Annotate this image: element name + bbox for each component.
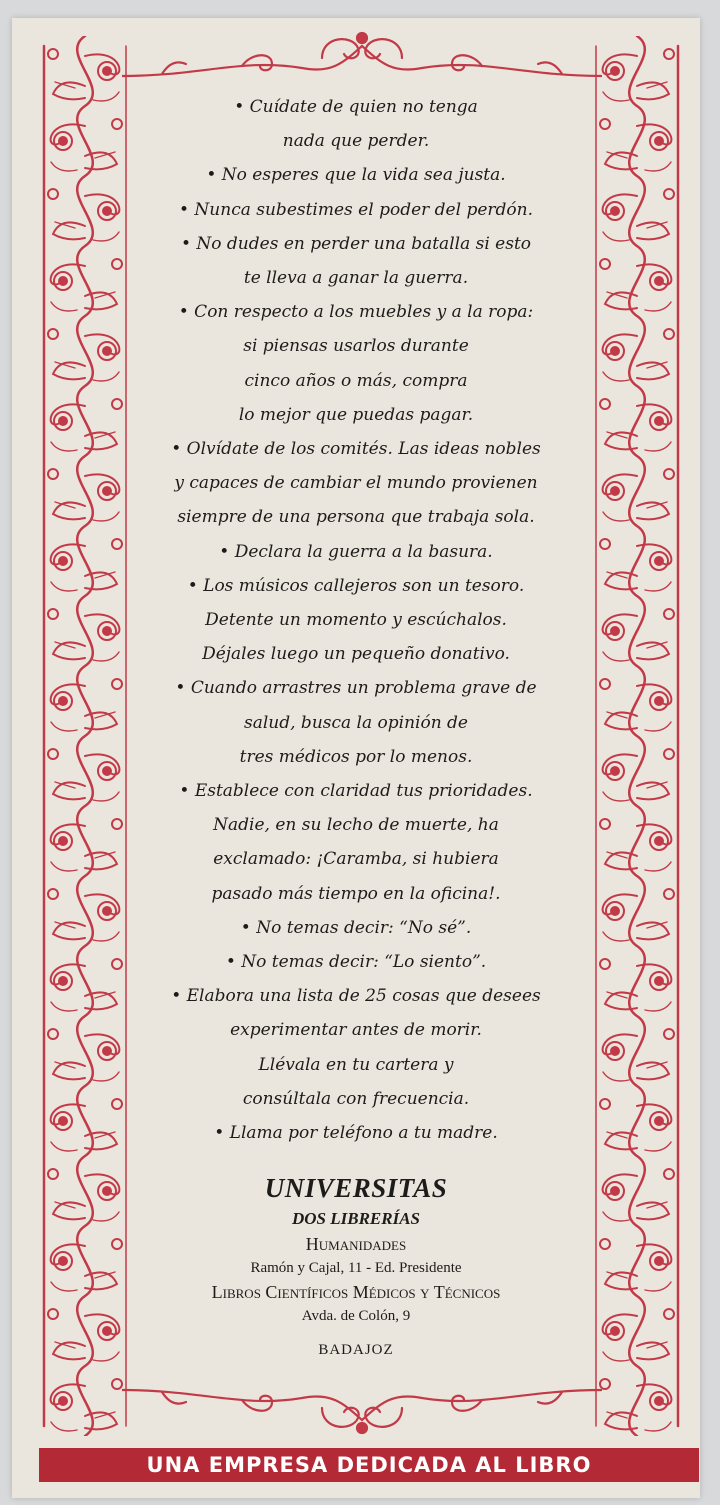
- maxim-line: • Declara la guerra a la basura.: [219, 541, 493, 562]
- maxim-item: [152, 90, 560, 158]
- branch-science-address: Avda. de Colón, 9: [301, 1308, 411, 1324]
- maxim-item: [152, 774, 560, 911]
- maxim-item: [152, 535, 560, 569]
- slogan-banner: UNA EMPRESA DEDICADA AL LIBRO: [39, 1448, 699, 1482]
- maxim-line: • No esperes que la vida sea justa.: [206, 165, 506, 186]
- maxim-item: [152, 569, 560, 672]
- maxim-line: • No temas decir: “No sé”.: [240, 917, 472, 938]
- maxim-line: experimentar antes de morir.: [230, 1020, 482, 1041]
- maxim-line: • No dudes en perder una batalla si esto: [180, 233, 532, 254]
- branch-humanities-address: Ramón y Cajal, 11 - Ed. Presidente: [250, 1260, 462, 1276]
- maxim-line: lo mejor que puedas pagar.: [238, 404, 474, 425]
- ornamental-flourish-top: [122, 18, 602, 88]
- branch-science-name: Libros Científicos Médicos y Técnicos: [211, 1282, 501, 1302]
- store-name: UNIVERSITAS: [264, 1173, 448, 1203]
- maxim-line: Déjales luego un pequeño donativo.: [202, 644, 510, 665]
- maxim-item: [152, 1116, 560, 1150]
- maxim-line: tres médicos por lo menos.: [239, 746, 473, 767]
- maxim-line: salud, busca la opinión de: [244, 712, 468, 733]
- maxim-line: • Llama por teléfono a tu madre.: [214, 1123, 498, 1144]
- maxim-item: [152, 911, 560, 945]
- maxim-line: Llévala en tu cartera y: [258, 1054, 454, 1075]
- maxim-item: [152, 227, 560, 295]
- maxim-line: • Cuando arrastres un problema grave de: [175, 678, 537, 699]
- maxim-line: Nadie, en su lecho de muerte, ha: [213, 815, 499, 836]
- store-subtitle: DOS LIBRERÍAS: [291, 1209, 421, 1228]
- city-name: BADAJOZ: [318, 1342, 394, 1358]
- maxim-item: [152, 979, 560, 1116]
- maxim-line: siempre de una persona que trabaja sola.: [177, 507, 535, 528]
- maxim-line: pasado más tiempo en la oficina!.: [211, 883, 501, 904]
- ornamental-border-left: [38, 36, 132, 1436]
- maxim-item: [152, 158, 560, 192]
- maxim-line: • Con respecto a los muebles y a la ropa:: [178, 302, 534, 323]
- maxim-line: cinco años o más, compra: [244, 370, 468, 391]
- maxim-line: y capaces de cambiar el mundo provienen: [174, 473, 538, 494]
- maxim-line: • Establece con claridad tus prioridades.: [179, 781, 533, 802]
- ornamental-flourish-bottom: [122, 1378, 602, 1448]
- maxim-line: nada que perder.: [282, 131, 430, 152]
- maxim-line: Detente un momento y escúchalos.: [205, 610, 507, 631]
- maxim-line: • No temas decir: “Lo siento”.: [225, 952, 487, 973]
- store-info: [132, 1170, 580, 1362]
- maxim-line: • Cuídate de quien no tenga: [234, 97, 478, 117]
- maxim-item: [152, 295, 560, 432]
- maxim-line: • Nunca subestimes el poder del perdón.: [179, 199, 533, 220]
- ornamental-border-right: [590, 36, 684, 1436]
- branch-humanities-name: Humanidades: [305, 1234, 407, 1254]
- maxim-line: • Elabora una lista de 25 cosas que desees: [171, 986, 541, 1007]
- maxim-line: • Olvídate de los comités. Las ideas nobles: [171, 439, 541, 460]
- bookmark-card: [12, 18, 700, 1498]
- maxim-line: si piensas usarlos durante: [243, 336, 469, 357]
- maxim-item: [152, 193, 560, 227]
- maxim-item: [152, 432, 560, 535]
- maxim-item: [152, 945, 560, 979]
- maxim-line: • Los músicos callejeros son un tesoro.: [187, 575, 525, 596]
- maxim-line: te lleva a ganar la guerra.: [243, 268, 469, 289]
- maxim-line: exclamado: ¡Caramba, si hubiera: [213, 849, 499, 870]
- maxim-line: consúltala con frecuencia.: [242, 1088, 470, 1109]
- maxims-list: [152, 90, 560, 1150]
- maxim-item: [152, 671, 560, 774]
